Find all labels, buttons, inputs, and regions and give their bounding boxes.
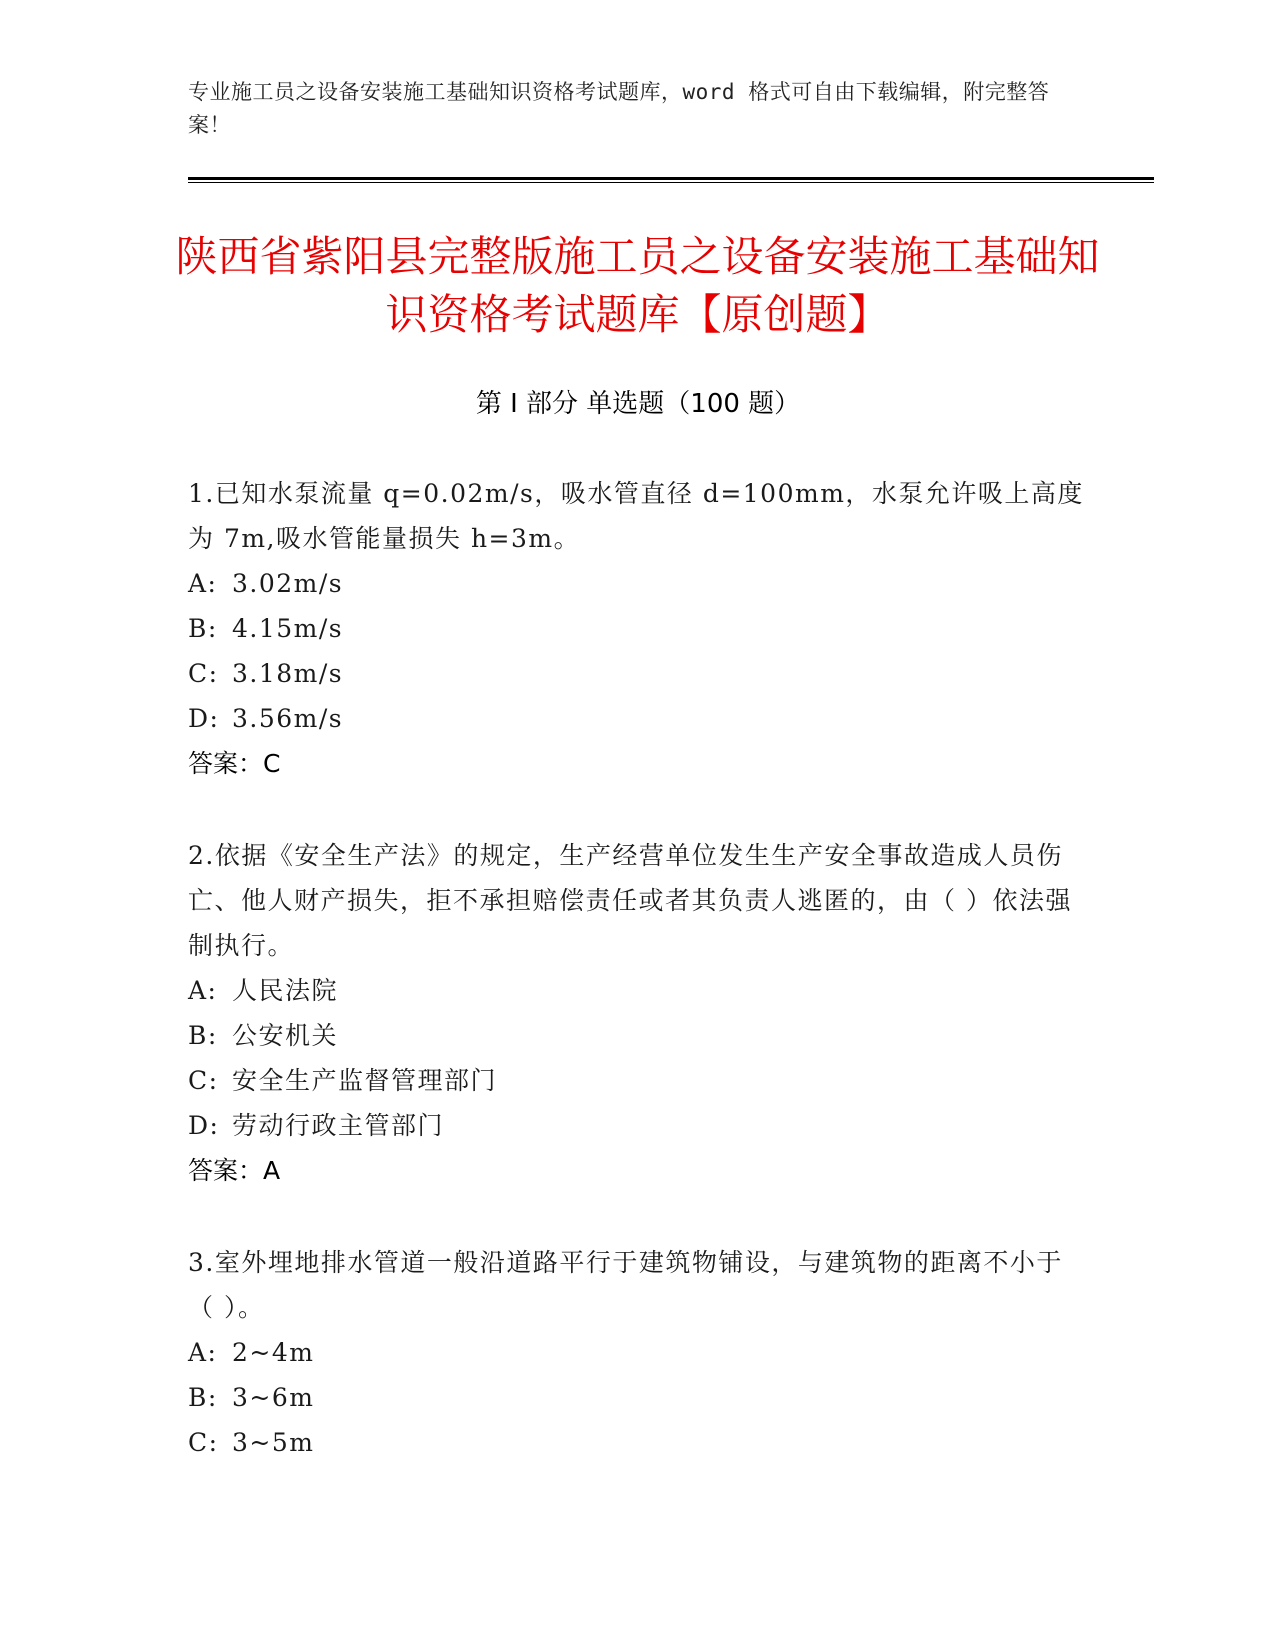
document-title: 陕西省紫阳县完整版施工员之设备安装施工基础知识资格考试题库【原创题】 bbox=[175, 232, 1100, 339]
option-key: B: bbox=[188, 1383, 218, 1412]
option-a bbox=[188, 561, 1088, 606]
question-stem: 1.已知水泵流量 q=0.02m/s，吸水管直径 d=100mm，水泵允许吸上高度为 7m,吸水管能量损失 h=3m。 bbox=[188, 479, 1084, 553]
option-key: A: bbox=[188, 976, 218, 1005]
option-d bbox=[188, 696, 1088, 741]
option-c bbox=[188, 1058, 1088, 1103]
option-a bbox=[188, 1330, 1088, 1375]
option-text: 3.18m/s bbox=[232, 659, 344, 688]
option-key: A: bbox=[188, 1338, 218, 1367]
option-c bbox=[188, 651, 1088, 696]
option-key: D: bbox=[188, 704, 220, 733]
option-key: B: bbox=[188, 614, 218, 643]
section-heading: 第 I 部分 单选题（100 题） bbox=[475, 389, 801, 419]
option-text: 4.15m/s bbox=[232, 614, 344, 643]
option-text: 2~4m bbox=[232, 1338, 315, 1367]
option-text: 3.56m/s bbox=[232, 704, 344, 733]
header-divider-thin bbox=[188, 182, 1154, 183]
option-d bbox=[188, 1103, 1088, 1148]
question-stem: 2.依据《安全生产法》的规定，生产经营单位发生生产安全事故造成人员伤亡、他人财产损失，拒不承担赔偿责任或者其负责人逃匿的，由（ ）依法强制执行。 bbox=[188, 841, 1072, 960]
option-key: A: bbox=[188, 569, 218, 598]
question-3 bbox=[188, 1240, 1088, 1465]
option-b bbox=[188, 606, 1088, 651]
question-1 bbox=[188, 471, 1088, 786]
option-a bbox=[188, 968, 1088, 1013]
option-b bbox=[188, 1013, 1088, 1058]
question-stem: 3.室外埋地排水管道一般沿道路平行于建筑物铺设，与建筑物的距离不小于（ ）。 bbox=[188, 1248, 1063, 1322]
header-divider-thick bbox=[188, 177, 1154, 180]
option-text: 3.02m/s bbox=[232, 569, 344, 598]
option-text: 劳动行政主管部门 bbox=[232, 1111, 445, 1140]
option-text: 公安机关 bbox=[232, 1021, 339, 1050]
header-note: 专业施工员之设备安装施工基础知识资格考试题库，word 格式可自由下载编辑，附完整答案！ bbox=[188, 80, 1050, 137]
option-text: 安全生产监督管理部门 bbox=[232, 1066, 498, 1095]
question-2 bbox=[188, 833, 1088, 1193]
option-text: 3~5m bbox=[232, 1428, 315, 1457]
option-key: C: bbox=[188, 659, 219, 688]
option-text: 人民法院 bbox=[232, 976, 339, 1005]
option-b bbox=[188, 1375, 1088, 1420]
option-key: C: bbox=[188, 1428, 219, 1457]
option-key: B: bbox=[188, 1021, 218, 1050]
answer-line: 答案：C bbox=[188, 749, 281, 778]
option-key: D: bbox=[188, 1111, 220, 1140]
answer-line: 答案：A bbox=[188, 1156, 281, 1185]
option-text: 3~6m bbox=[232, 1383, 315, 1412]
option-key: C: bbox=[188, 1066, 219, 1095]
option-c bbox=[188, 1420, 1088, 1465]
